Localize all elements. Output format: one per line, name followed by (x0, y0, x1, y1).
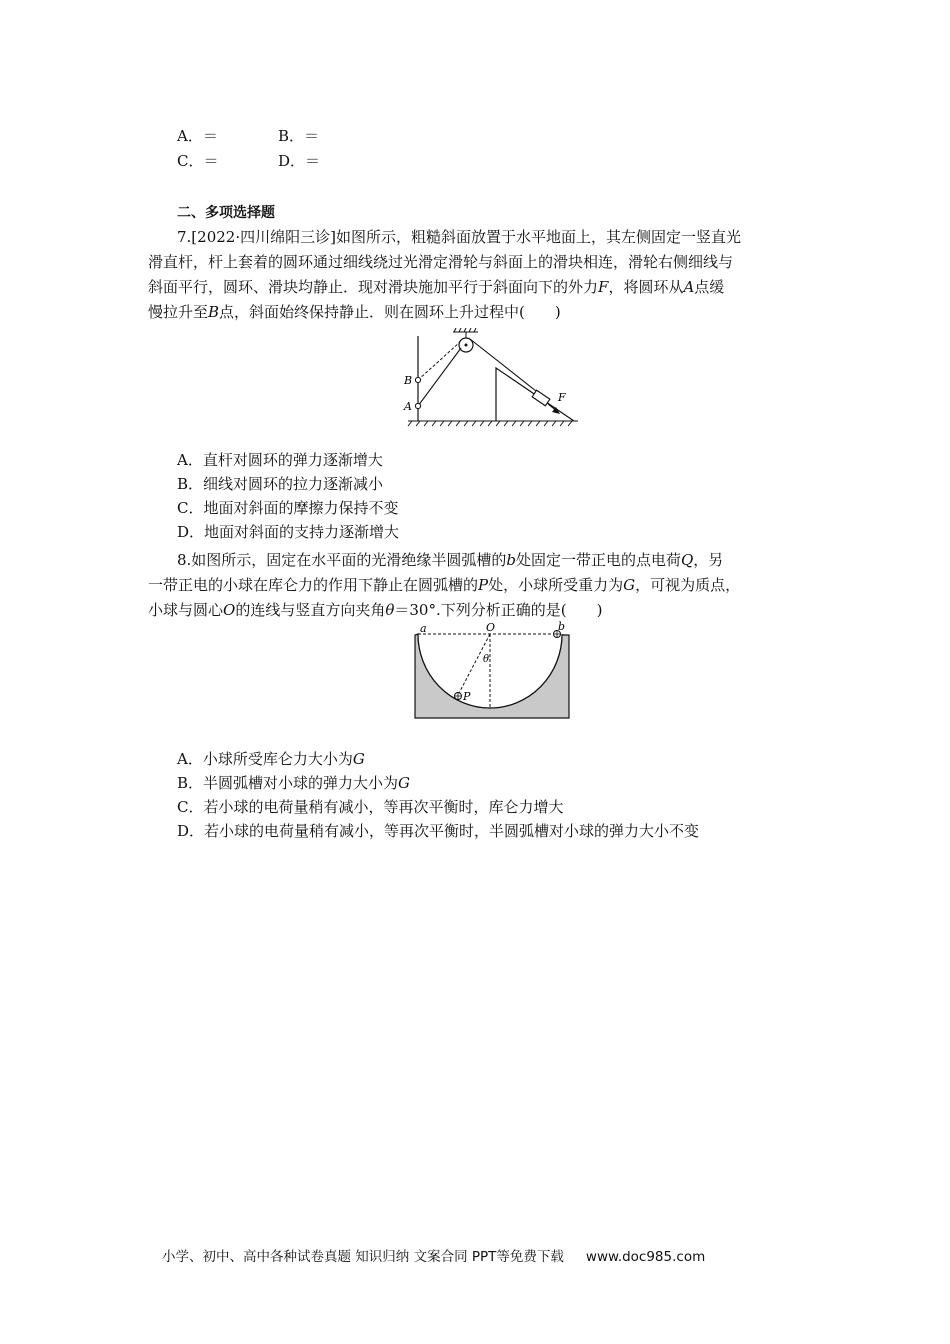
q6-option-b: B．＝ (278, 127, 320, 145)
q6-option-c: C．＝ (177, 152, 219, 170)
ring-b (415, 377, 420, 382)
q7-line-4: 慢拉升至B点，斜面始终保持静止．则在圆环上升过程中( ) (148, 303, 561, 321)
slider-block (532, 390, 550, 406)
string-to-block (470, 339, 536, 391)
q8-option-a: A．小球所受库仑力大小为G (177, 750, 365, 768)
q8-line-1: 8.如图所示，固定在水平面的光滑绝缘半圆弧槽的b处固定一带正电的点电荷Q，另 (177, 551, 724, 569)
ground (408, 421, 578, 426)
q8-line-3: 小球与圆心O的连线与竖直方向夹角θ＝30°.下列分析正确的是( ) (148, 601, 603, 619)
footer-site-link[interactable]: www.doc985.com (585, 1249, 706, 1265)
footer-text: 小学、初中、高中各种试卷真题 知识归纳 文案合同 PPT等免费下载 (162, 1249, 564, 1265)
q6-option-a: A．＝ (177, 127, 218, 145)
page-footer (162, 1245, 705, 1265)
q8-option-d: D．若小球的电荷量稍有减小，等再次平衡时，半圆弧槽对小球的弹力大小不变 (177, 822, 700, 840)
label-theta: θ (483, 654, 490, 665)
ring-a (415, 403, 420, 408)
label-a: A (404, 400, 412, 413)
q7-option-a: A．直杆对圆环的弹力逐渐增大 (177, 451, 383, 469)
q8-option-c: C．若小球的电荷量稍有减小，等再次平衡时，库仑力增大 (177, 798, 564, 816)
string-solid (418, 348, 461, 406)
q7-option-b: B．细线对圆环的拉力逐渐减小 (177, 475, 384, 493)
q8-figure (412, 620, 572, 722)
label-f: F (558, 391, 566, 404)
q7-figure (398, 328, 582, 436)
q7-line-1: 7.[2022·四川绵阳三诊]如图所示，粗糙斜面放置于水平地面上，其左侧固定一竖直光 (177, 228, 741, 246)
label-b: b (558, 620, 566, 633)
q7-line-3: 斜面平行，圆环、滑块均静止．现对滑块施加平行于斜面向下的外力F，将圆环从A点缓 (148, 278, 725, 296)
label-b: B (404, 374, 413, 387)
q7-option-c: C．地面对斜面的摩擦力保持不变 (177, 499, 399, 517)
label-o: O (486, 621, 496, 634)
q8-option-b: B．半圆弧槽对小球的弹力大小为G (177, 774, 411, 792)
q7-line-2: 滑直杆，杆上套着的圆环通过细线绕过光滑定滑轮与斜面上的滑块相连，滑轮右侧细线与 (148, 253, 734, 271)
section-title: 二、多项选择题 (177, 205, 275, 221)
string-dashed (418, 342, 460, 380)
q6-option-d: D．＝ (278, 152, 321, 170)
ceiling-mount (453, 328, 478, 338)
label-a: a (420, 622, 427, 635)
q8-line-2: 一带正电的小球在库仑力的作用下静止在圆弧槽的P处，小球所受重力为G，可视为质点， (148, 576, 741, 594)
q7-option-d: D．地面对斜面的支持力逐渐增大 (177, 523, 400, 541)
label-p: P (463, 690, 471, 703)
